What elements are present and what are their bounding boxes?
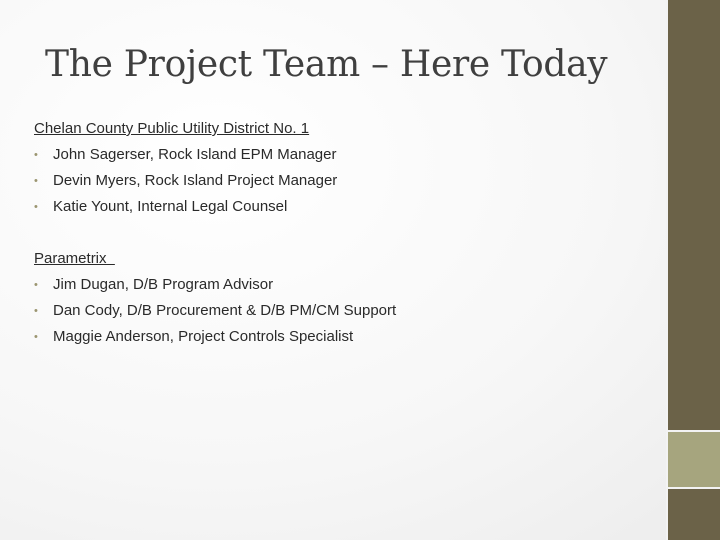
list-item-text: John Sagerser, Rock Island EPM Manager <box>53 146 337 163</box>
list-item <box>34 142 634 168</box>
group-heading: Chelan County Public Utility District No. 1 <box>34 120 310 137</box>
bullet-icon: • <box>34 149 38 161</box>
list-item-text: Dan Cody, D/B Procurement & D/B PM/CM Support <box>53 302 397 319</box>
sidebar-accent-block <box>668 432 720 487</box>
sidebar-accent-border-bottom <box>668 487 720 489</box>
bullet-icon: • <box>34 279 38 291</box>
bullet-icon: • <box>34 331 38 343</box>
slide-content <box>34 116 634 376</box>
group-parametrix <box>34 246 634 350</box>
list-item <box>34 298 634 324</box>
list-item <box>34 168 634 194</box>
group-heading: Parametrix <box>34 250 115 267</box>
bullet-list <box>34 142 634 220</box>
bullet-list <box>34 272 634 350</box>
list-item-text: Maggie Anderson, Project Controls Specialist <box>53 328 354 345</box>
list-item-text: Katie Yount, Internal Legal Counsel <box>53 198 288 215</box>
bullet-icon: • <box>34 175 38 187</box>
list-item-text: Jim Dugan, D/B Program Advisor <box>53 276 274 293</box>
list-item <box>34 272 634 298</box>
group-chelan-pud <box>34 116 634 220</box>
bullet-icon: • <box>34 201 38 213</box>
bullet-icon: • <box>34 305 38 317</box>
slide-title: The Project Team – Here Today <box>45 44 608 85</box>
list-item <box>34 324 634 350</box>
list-item <box>34 194 634 220</box>
list-item-text: Devin Myers, Rock Island Project Manager <box>53 172 338 189</box>
